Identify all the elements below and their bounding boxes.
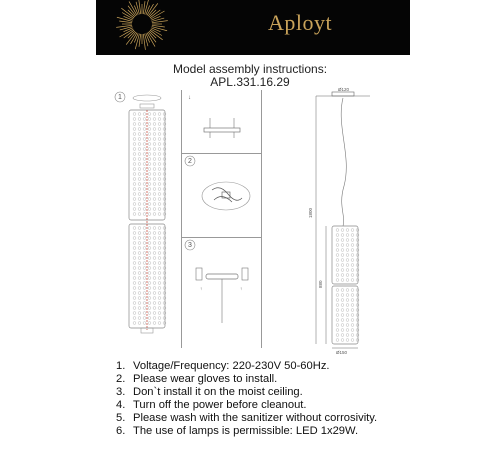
canopy-fixing-drawing	[182, 238, 262, 348]
wiring-connection-drawing	[182, 154, 262, 238]
step-1-panel	[182, 90, 262, 154]
note-item: 6. The use of lamps is permissible: LED 1x29W.	[116, 425, 359, 438]
note-item: 3. Don`t install it on the moist ceiling.	[116, 386, 303, 399]
model-number: APL.331.16.29	[210, 75, 290, 89]
bottom-diameter-label: Ø150	[336, 350, 348, 355]
lamp-overview-panel	[112, 90, 182, 348]
lamp-dimension-drawing	[300, 86, 390, 356]
document-title: Model assembly instructions:	[172, 62, 328, 76]
note-item: 4. Turn off the power before cleanout.	[116, 399, 307, 412]
step-2-panel	[182, 154, 262, 238]
ceiling-mount-drawing	[182, 90, 262, 154]
lamp-exploded-drawing	[112, 90, 182, 348]
svg-text:↑: ↑	[240, 286, 243, 291]
dimension-drawing-panel	[300, 86, 390, 356]
step-3-panel	[182, 238, 262, 348]
instruction-notes	[116, 360, 377, 439]
svg-text:↑: ↑	[200, 286, 203, 291]
top-diameter-label: Ø120	[338, 87, 350, 92]
note-item: 1. Voltage/Frequency: 220-230V 50-60Hz.	[116, 360, 330, 372]
step-number: 1	[118, 94, 122, 101]
step-number: 3	[188, 242, 192, 249]
svg-text:↓: ↓	[188, 95, 191, 101]
brand-banner	[96, 0, 410, 55]
total-height-label: 1800	[308, 207, 313, 218]
step-number: 2	[188, 158, 192, 165]
brand-name: Aployt	[268, 10, 333, 35]
sunburst-icon	[108, 0, 198, 55]
shade-height-label: 880	[318, 280, 323, 288]
note-item: 2. Please wear gloves to install.	[116, 373, 278, 386]
note-item: 5. Please wash with the sanitizer without corrosivity.	[116, 412, 378, 425]
